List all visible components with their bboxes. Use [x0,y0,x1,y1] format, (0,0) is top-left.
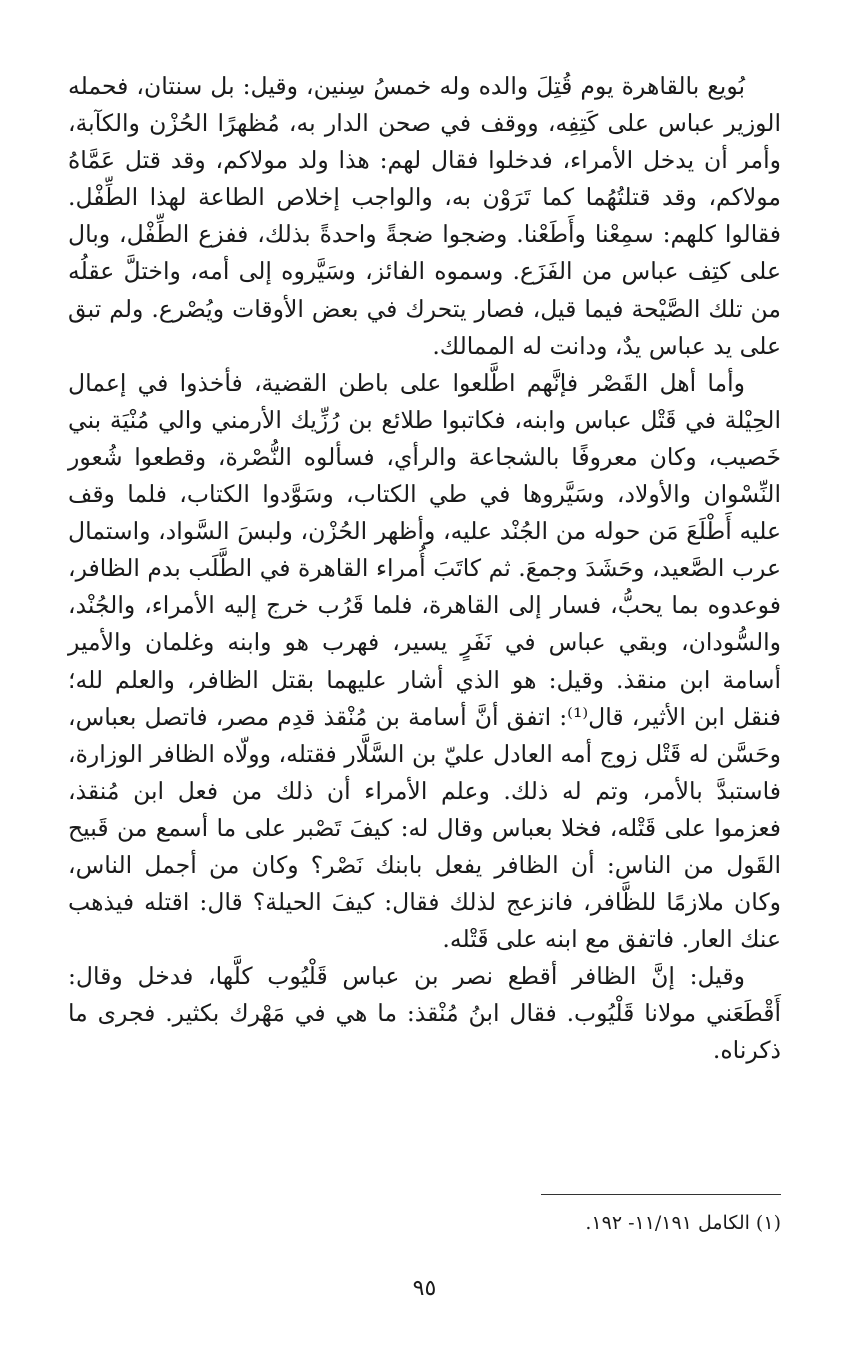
main-text-block [68,68,781,1070]
paragraph-1: بُويع بالقاهرة يوم قُتِلَ والده وله خمسُ سِنين، وقيل: بل سنتان، فحمله الوزير عباس على كَتِفِه، ووقف في صحن الدار به، مُظهرًا الحُزْن والكآبة، وأمر أن يدخل الأمراء، فدخلوا فقال لهم: هذا ولد مولاكم، وقد قتل عَمَّاهُ مولاكم، وقد قتلتُهُما كما تَرَوْن به، والواجب إخلاص الطاعة لهذا الطِّفْل. فقالوا كلهم: سمِعْنا وأَطَعْنا. وضجوا ضجةً واحدةً بذلك، ففزع الطِّفْل، وبال على كتِف عباس من الفَزَع. وسموه الفائز، وسَيَّروه إلى أمه، واختلَّ عقلُه من تلك الصَّيْحة فيما قيل، فصار يتحرك في بعض الأوقات ويُصْرع. ولم تبق على يد عباس يدٌ، ودانت له الممالك. [68,72,781,360]
page-number: ٩٥ [412,1276,437,1301]
footnote: (١) الكامل ١١/١٩١- ١٩٢. [585,1212,781,1234]
paragraph-3: وقيل: إنَّ الظافر أقطع نصر بن عباس قَلْيُوب كلَّها، فدخل وقال: أَقْطَعَني مولانا قَلْيُوب. فقال ابنُ مُنْقذ: ما هي في مَهْرك بكثير. فجرى ما ذكرناه. [68,962,781,1065]
footnote-separator [541,1194,781,1195]
paragraph-2: وأما أهل القَصْر فإنَّهم اطَّلعوا على باطن القضية، فأخذوا في إعمال الحِيْلة في قَتْل عباس وابنه، فكاتبوا طلائع بن رُزِّيك الأرمني والي مُنْيَة بني خَصيب، وكان معروفًا بالشجاعة والرأي، فسألوه النُّصْرة، وقطعوا شُعور النِّسْوان والأولاد، وسَيَّروها في طي الكتاب، وسَوَّدوا الكتاب، فلما وقف عليه أَطْلَعَ مَن حوله من الجُنْد عليه، وأظهر الحُزْن، ولبسَ السَّواد، واستمال عرب الصَّعيد، وحَشَدَ وجمعَ. ثم كاتَبَ أُمراء القاهرة في الطَّلَب بدم الظافر، فوعدوه بما يحبُّ، فسار إلى القاهرة، فلما قَرُب خرج إليه الأمراء، والجُنْد، والسُّودان، وبقي عباس في نَفَرٍ يسير، فهرب هو وابنه وغلمان والأمير أسامة ابن منقذ. وقيل: هو الذي أشار عليهما بقتل الظافر، والعلم لله؛ فنقل ابن الأثير، قال⁽¹⁾: اتفق أنَّ أسامة بن مُنْقذ قدِم مصر، فاتصل بعباس، وحَسَّن له قَتْل زوج أمه العادل عليّ بن السَّلَّار فقتله، وولّاه الظافر الوزارة، فاستبدَّ بالأمر، وتم له ذلك. وعلم الأمراء أن ذلك من فعل ابن مُنقذ، فعزموا على قَتْله، فخلا بعباس وقال له: كيفَ تَصْبر على ما أسمع من قَبيح القَول من الناس: أن الظافر يفعل بابنك نَصْر؟ وكان من أجمل الناس، وكان ملازمًا للظَّافر، فانزعج لذلك فقال: كيفَ الحيلة؟ قال: اقتله فيذهب عنك العار. فاتفق مع ابنه على قَتْله. [68,368,782,954]
